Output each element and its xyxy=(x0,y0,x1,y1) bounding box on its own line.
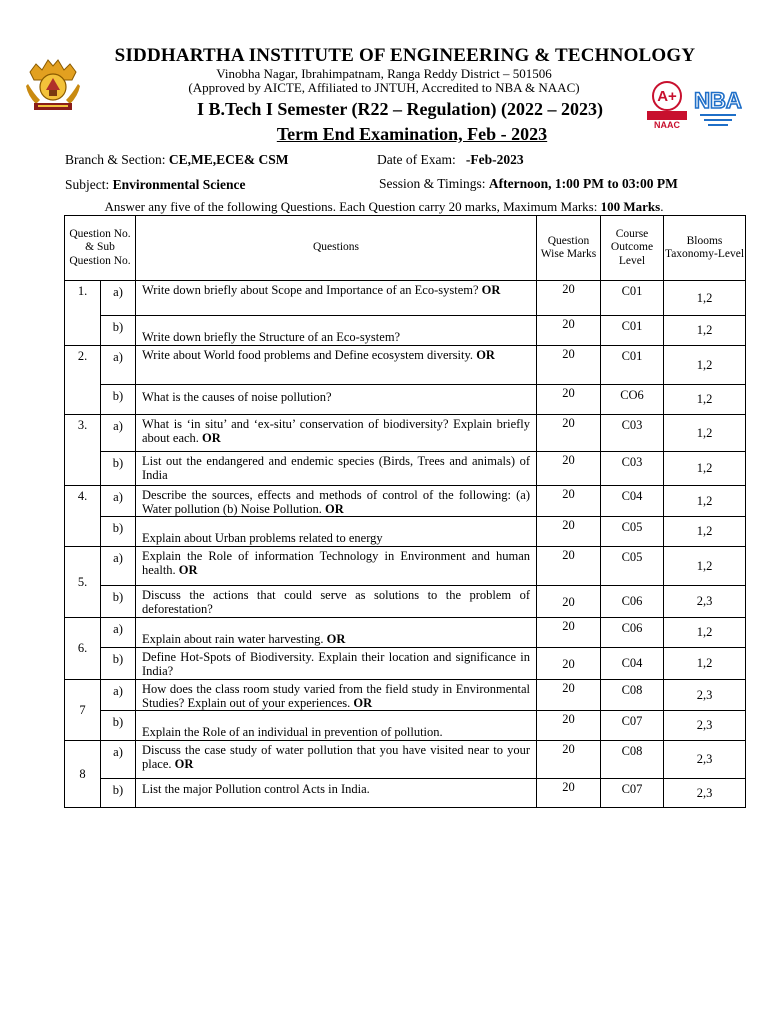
question-marks: 20 xyxy=(537,711,601,741)
blooms-level: 1,2 xyxy=(664,346,746,385)
table-row xyxy=(65,680,746,711)
question-marks: 20 xyxy=(537,586,601,618)
question-marks: 20 xyxy=(537,517,601,547)
blooms-level: 1,2 xyxy=(664,486,746,517)
question-text: Define Hot-Spots of Biodiversity. Explain their location and significance in India? xyxy=(136,648,537,680)
branch-label: Branch & Section: xyxy=(65,152,166,167)
question-table xyxy=(64,215,746,808)
sub-question: b) xyxy=(101,517,136,547)
question-number: 4. xyxy=(65,486,101,547)
header-qno: Question No. & Sub Question No. xyxy=(65,216,136,281)
question-text: Explain the Role of an individual in prevention of pollution. xyxy=(136,711,537,741)
course-outcome: CO6 xyxy=(601,385,664,415)
sub-question: a) xyxy=(101,415,136,452)
course-outcome: C01 xyxy=(601,281,664,316)
table-row xyxy=(65,452,746,486)
question-marks: 20 xyxy=(537,346,601,385)
semester-title: I B.Tech I Semester (R22 – Regulation) (2022 – 2023) xyxy=(197,99,603,119)
sub-question: a) xyxy=(101,618,136,648)
nba-label: NBA xyxy=(694,88,742,113)
question-marks: 20 xyxy=(537,316,601,346)
blooms-level: 1,2 xyxy=(664,415,746,452)
question-text: List the major Pollution control Acts in India. xyxy=(136,779,537,808)
subject-line xyxy=(65,177,246,193)
course-outcome: C08 xyxy=(601,680,664,711)
question-marks: 20 xyxy=(537,618,601,648)
blooms-level: 1,2 xyxy=(664,385,746,415)
sub-question: b) xyxy=(101,711,136,741)
question-number: 7 xyxy=(65,680,101,741)
table-row xyxy=(65,281,746,316)
table-row xyxy=(65,547,746,586)
question-text: Explain the Role of information Technology in Environment and human health. OR xyxy=(136,547,537,586)
branch-value: CE,ME,ECE& CSM xyxy=(168,152,289,167)
question-marks: 20 xyxy=(537,281,601,316)
sub-question: a) xyxy=(101,680,136,711)
course-outcome: C04 xyxy=(601,648,664,680)
table-row xyxy=(65,648,746,680)
question-text: What is ‘in situ’ and ‘ex-situ’ conservation of biodiversity? Explain briefly about each. OR xyxy=(136,415,537,452)
blooms-level: 2,3 xyxy=(664,741,746,779)
question-number: 6. xyxy=(65,618,101,680)
sub-question: a) xyxy=(101,486,136,517)
question-marks: 20 xyxy=(537,779,601,808)
date-label: Date of Exam: xyxy=(377,152,456,167)
course-outcome: C01 xyxy=(601,316,664,346)
question-number: 2. xyxy=(65,346,101,415)
subject-label: Subject: xyxy=(65,177,110,192)
sub-question: b) xyxy=(101,586,136,618)
question-text: Discuss the actions that could serve as solutions to the problem of deforestation? xyxy=(136,586,537,618)
table-row xyxy=(65,586,746,618)
table-row xyxy=(65,779,746,808)
exam-title: Term End Examination, Feb - 2023 xyxy=(276,124,548,144)
blooms-level: 1,2 xyxy=(664,452,746,486)
question-marks: 20 xyxy=(537,486,601,517)
table-row xyxy=(65,415,746,452)
blooms-level: 2,3 xyxy=(664,711,746,741)
question-text: Explain about rain water harvesting. OR xyxy=(136,618,537,648)
sub-question: b) xyxy=(101,779,136,808)
course-outcome: C07 xyxy=(601,711,664,741)
question-marks: 20 xyxy=(537,741,601,779)
session-line xyxy=(379,176,678,192)
question-text: Write down briefly about Scope and Importance of an Eco-system? OR xyxy=(136,281,537,316)
course-outcome: C06 xyxy=(601,586,664,618)
table-row xyxy=(65,385,746,415)
naac-label: NAAC xyxy=(654,120,680,130)
question-number: 8 xyxy=(65,741,101,808)
question-marks: 20 xyxy=(537,385,601,415)
naac-grade: A+ xyxy=(657,88,677,105)
question-marks: 20 xyxy=(537,452,601,486)
blooms-level: 1,2 xyxy=(664,618,746,648)
date-line xyxy=(377,152,524,168)
question-marks: 20 xyxy=(537,648,601,680)
blooms-level: 2,3 xyxy=(664,779,746,808)
session-value: Afternoon, 1:00 PM to 03:00 PM xyxy=(488,176,678,191)
header-co: Course Outcome Level xyxy=(601,216,664,281)
question-text: List out the endangered and endemic species (Birds, Trees and animals) of India xyxy=(136,452,537,486)
sub-question: b) xyxy=(101,316,136,346)
header-questions: Questions xyxy=(136,216,537,281)
blooms-level: 1,2 xyxy=(664,648,746,680)
approval-line: (Approved by AICTE, Affiliated to JNTUH, Accredited to NBA & NAAC) xyxy=(188,80,580,95)
question-text: How does the class room study varied from the field study in Environmental Studies? Explain out of your experiences. OR xyxy=(136,680,537,711)
instructions: Answer any five of the following Questions. Each Question carry 20 marks, Maximum Marks: 100 Marks. xyxy=(104,199,664,214)
institute-name: SIDDHARTHA INSTITUTE OF ENGINEERING & TECHNOLOGY xyxy=(114,45,696,66)
question-marks: 20 xyxy=(537,680,601,711)
course-outcome: C03 xyxy=(601,415,664,452)
course-outcome: C07 xyxy=(601,779,664,808)
question-text: Explain about Urban problems related to energy xyxy=(136,517,537,547)
course-outcome: C05 xyxy=(601,547,664,586)
table-header-row xyxy=(65,216,746,281)
branch-line xyxy=(65,152,289,168)
course-outcome: C05 xyxy=(601,517,664,547)
question-text: Discuss the case study of water pollution that you have visited near to your place. OR xyxy=(136,741,537,779)
sub-question: a) xyxy=(101,346,136,385)
question-number: 3. xyxy=(65,415,101,486)
course-outcome: C06 xyxy=(601,618,664,648)
blooms-level: 1,2 xyxy=(664,316,746,346)
blooms-level: 2,3 xyxy=(664,586,746,618)
question-marks: 20 xyxy=(537,415,601,452)
institute-address: Vinobha Nagar, Ibrahimpatnam, Ranga Reddy District – 501506 xyxy=(216,66,552,81)
question-marks: 20 xyxy=(537,547,601,586)
course-outcome: C03 xyxy=(601,452,664,486)
question-text: What is the causes of noise pollution? xyxy=(136,385,537,415)
question-text: Write about World food problems and Define ecosystem diversity. OR xyxy=(136,346,537,385)
instructions-text: Answer any five of the following Questions. Each Question carry 20 marks, Maximum Marks: xyxy=(104,199,598,214)
sub-question: b) xyxy=(101,385,136,415)
course-outcome: C01 xyxy=(601,346,664,385)
sub-question: a) xyxy=(101,281,136,316)
table-row xyxy=(65,741,746,779)
header-blooms: Blooms Taxonomy-Level xyxy=(664,216,746,281)
table-row xyxy=(65,618,746,648)
question-number: 5. xyxy=(65,547,101,618)
question-number: 1. xyxy=(65,281,101,346)
blooms-level: 1,2 xyxy=(664,517,746,547)
course-outcome: C08 xyxy=(601,741,664,779)
sub-question: a) xyxy=(101,741,136,779)
session-label: Session & Timings: xyxy=(379,176,486,191)
course-outcome: C04 xyxy=(601,486,664,517)
table-row xyxy=(65,316,746,346)
blooms-level: 1,2 xyxy=(664,281,746,316)
sub-question: b) xyxy=(101,452,136,486)
table-row xyxy=(65,711,746,741)
table-row xyxy=(65,486,746,517)
table-row xyxy=(65,346,746,385)
blooms-level: 2,3 xyxy=(664,680,746,711)
table-row xyxy=(65,517,746,547)
date-value: -Feb-2023 xyxy=(465,152,524,167)
sub-question: b) xyxy=(101,648,136,680)
subject-value: Environmental Science xyxy=(112,177,246,192)
sub-question: a) xyxy=(101,547,136,586)
question-text: Describe the sources, effects and methods of control of the following: (a) Water pollution (b) Noise Pollution. OR xyxy=(136,486,537,517)
blooms-level: 1,2 xyxy=(664,547,746,586)
max-marks: 100 Marks xyxy=(600,199,661,214)
header-marks: Question Wise Marks xyxy=(537,216,601,281)
question-text: Write down briefly the Structure of an Eco-system? xyxy=(136,316,537,346)
